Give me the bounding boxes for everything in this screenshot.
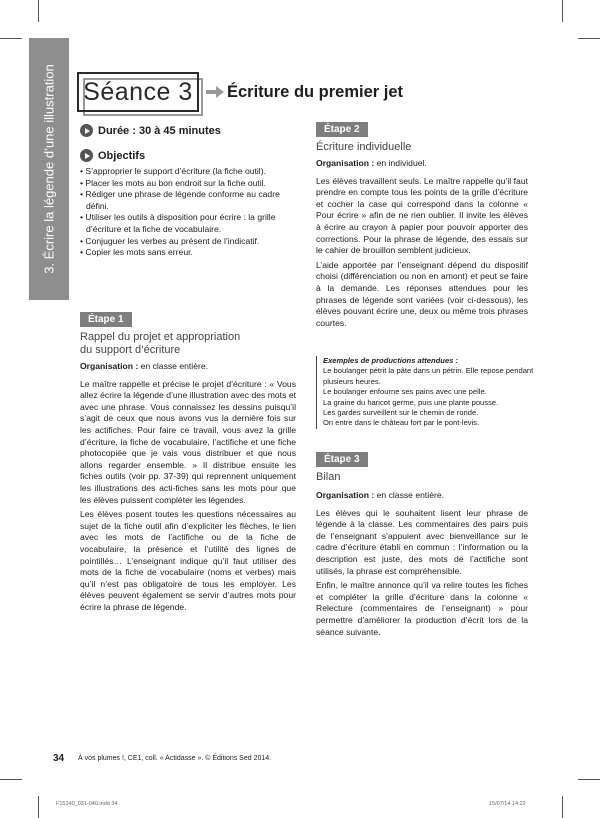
etape1-paragraph-2: Les élèves posent toutes les questions nécessaires au sujet de la fiche outil afin d’expliciter les flèches, le lien avec les mots de l’actifiche ou de la fiche de vocabulaire, la présence et l’utilité des lignes de pointillés… L’enseignant indique qu’il faut utiliser des mots de la fiche de vocabulaire (noms et verbes) mais qu’il n’est pas obligatoire de tous les employer. Les élèves peuvent également se servir d’autres mots pour écrire la phrase de légende.: [80, 509, 296, 612]
etape2-title: Écriture individuelle: [316, 141, 412, 153]
crop-mark: [578, 38, 600, 39]
objectives-list: [80, 166, 296, 259]
duration-heading: [80, 124, 221, 137]
footer-file: F15240_031-040.indd 34: [56, 801, 118, 807]
org-label: Organisation :: [316, 158, 375, 168]
crop-mark: [38, 0, 39, 22]
etape2-paragraph-1: Les élèves travaillent seuls. Le maître rappelle qu’il faut prendre en compte tous les points de la grille d’écriture et cocher la case qui correspond dans la colonne « Pour écrire » afin de ne rien oublier. Il invite les élèves à écrire au crayon à papier pour pouvoir apporter des corrections. Pour la phrase de légende, des essais sur le cahier de brouillon semblent judicieux.: [316, 175, 528, 256]
etape3-paragraph-2: Enfin, le maître annonce qu’il va relire toutes les fiches et compléter la grille d’écriture dans la colonne « Relecture (commentaires de l’enseignant) » pour permettre d’améliorer la production d’écrit lors de la séance suivante.: [316, 580, 528, 637]
org-value: en classe entière.: [374, 490, 445, 500]
crop-mark: [0, 779, 22, 780]
etape1-title-line2: du support d’écriture: [80, 344, 181, 356]
examples-box: [316, 356, 535, 429]
footer-date: 15/07/14 14:22: [489, 801, 526, 807]
etape3-organisation: [316, 490, 528, 502]
footer-credit: À vos plumes !, CE1, coll. « Actidasse ». © Éditions Sed 2014.: [78, 755, 272, 762]
play-bullet-icon: [80, 124, 93, 137]
etape1-organisation: [80, 361, 296, 373]
etape2-paragraph-2: L’aide apportée par l’enseignant dépend du dispositif choisi (différenciation ou non en amont) et peut se faire à la demande. Les réponses attendues pour les phrases de légende sont variées (voir ci-dessous), les élèves pouvant écrire une, deux ou même trois phrases courtes.: [316, 259, 528, 328]
duration-text: Durée : 30 à 45 minutes: [98, 124, 221, 137]
etape2-organisation: [316, 158, 528, 170]
objective-item: • Conjuguer les verbes au présent de l’indicatif.: [80, 236, 296, 248]
crop-mark: [562, 0, 563, 22]
etape1-title-line1: Rappel du projet et appropriation: [80, 331, 241, 343]
etape3-paragraph-1: Les élèves qui le souhaitent lisent leur phrase de légende à la classe. Les commentaires des pairs puis de l’enseignant s’appuient avec bienveillance sur le cadre d’écriture établi en commun : l’information ou la description est juste, des mots de l’actifiche sont utilisés, la phrase est compréhensible.: [316, 507, 528, 576]
org-label: Organisation :: [80, 361, 139, 371]
examples-title: Exemples de productions attendues :: [323, 356, 459, 365]
seance-badge: [77, 72, 199, 112]
etape3-title: Bilan: [316, 471, 341, 483]
crop-mark: [578, 779, 600, 780]
etape1-section: [80, 331, 296, 616]
example-item: On entre dans le château fort par le pont-levis.: [323, 418, 480, 428]
etape1-tag: Étape 1: [80, 312, 132, 327]
chapter-label: 3. Écrire la légende d’une illustration: [41, 64, 57, 274]
objective-item: • Rédiger une phrase de légende conforme au cadre défini.: [80, 189, 296, 212]
etape1-paragraph-1: Le maître rappelle et précise le projet d’écriture : « Vous allez écrire la légende d’une illustration avec des mots et avec une phrase. Vous connaissez les dessins puisqu’il s’agit de ceux que nous avons vus la dernière fois sur les actifiches. Pour faire ce travail, vous avez la grille d’écriture, la fiche de vocabulaire, l’actifiche et une fiche photocopiée que je vais vous distribuer et que nous allons regarder ensemble. » Il distribue ensuite les fiches outils (voir pp. 37-39) qui reprennent uniquement les illustrations des acti-fiches sans les mots pour que les élèves puissent compléter les légendes.: [80, 378, 296, 505]
arrow-right-icon: [206, 86, 224, 98]
page-number: 34: [53, 753, 65, 764]
seance-label: Séance 3: [83, 77, 193, 106]
page-title: Écriture du premier jet: [227, 83, 404, 101]
crop-mark: [0, 38, 22, 39]
objective-item: • Placer les mots au bon endroit sur la fiche outil.: [80, 178, 296, 190]
crop-mark: [562, 796, 563, 818]
play-bullet-icon: [80, 149, 93, 162]
etape2-section: [316, 141, 528, 332]
objectives-title: Objectifs: [98, 149, 146, 162]
objective-item: • Utiliser les outils à disposition pour écrire : la grille d’écriture et la fiche de vocabulaire.: [80, 212, 296, 235]
org-value: en classe entière.: [138, 361, 209, 371]
etape3-section: [316, 471, 528, 641]
example-item: Le boulanger enfourne ses pains avec une pelle.: [323, 387, 487, 397]
crop-mark: [38, 796, 39, 818]
objective-item: • Copier les mots sans erreur.: [80, 247, 296, 259]
objectives-heading: [80, 149, 145, 162]
etape3-tag: Étape 3: [316, 452, 368, 467]
org-label: Organisation :: [316, 490, 375, 500]
example-item: La graine du haricot germe, puis une plante pousse.: [323, 397, 499, 407]
example-item: Les gardes surveillent sur le chemin de ronde.: [323, 408, 479, 418]
org-value: en individuel.: [374, 158, 427, 168]
objective-item: • S’approprier le support d’écriture (la fiche outil).: [80, 166, 296, 178]
example-item: Le boulanger pétrit la pâte dans un pétrin. Elle repose pendant plusieurs heures.: [323, 366, 534, 386]
etape2-tag: Étape 2: [316, 122, 368, 137]
